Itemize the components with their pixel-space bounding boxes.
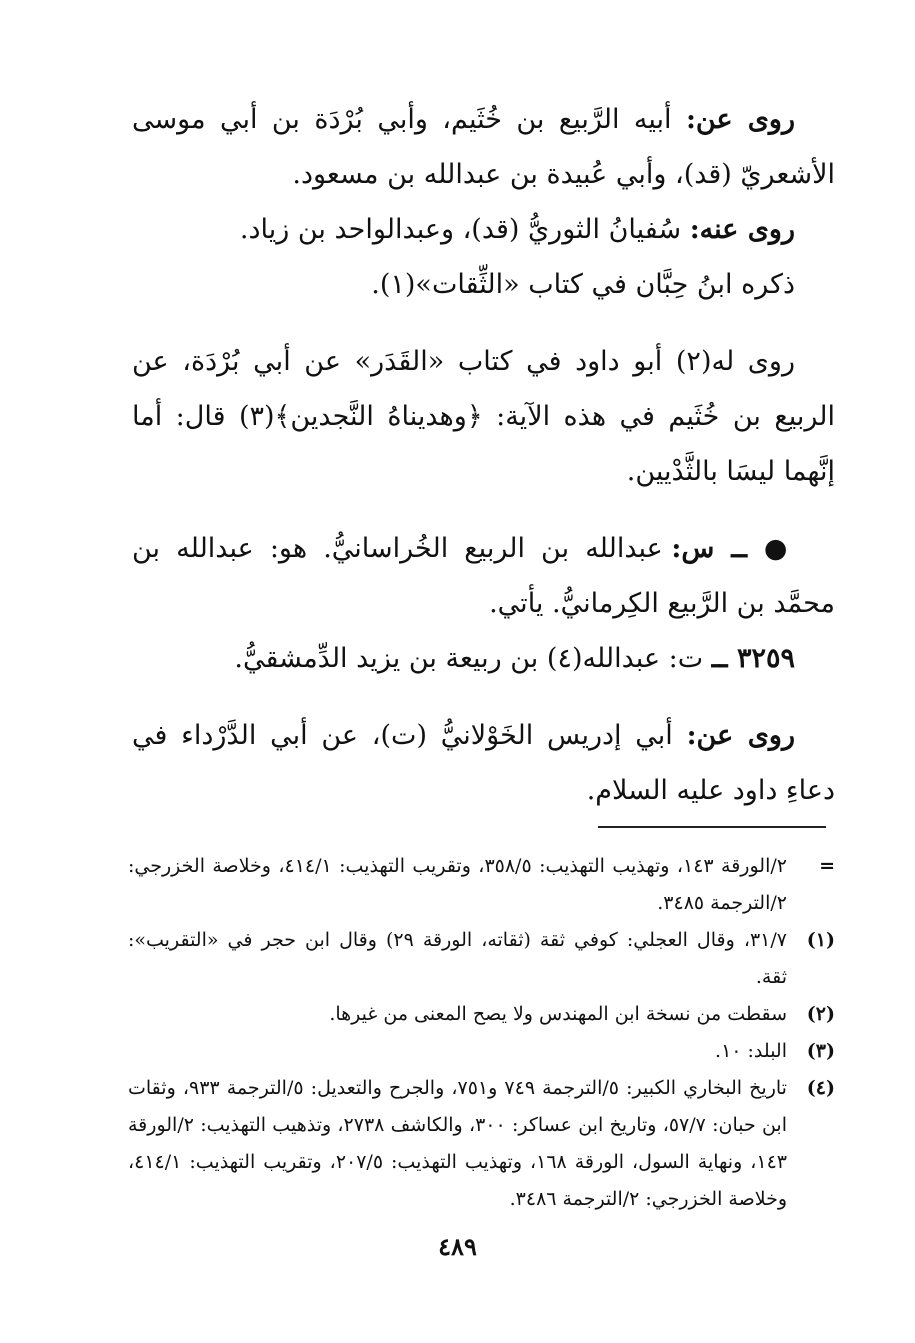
paragraph-text: أبي إدريس الخَوْلانيُّ (ت)، عن أبي الدَّرْداء في دعاءِ داود عليه السلام. xyxy=(132,720,835,806)
footnotes xyxy=(128,848,835,1218)
entry-number: ٣٢٥٩ ــ xyxy=(711,643,795,674)
paragraph-narrated-from-2 xyxy=(132,708,835,818)
paragraph-narration xyxy=(132,334,835,499)
paragraph-text: ت: عبدالله(٤) بن ربيعة بن يزيد الدِّمشقيُّ. xyxy=(234,643,712,674)
paragraph-text: ذكره ابنُ حِبَّان في كتاب «الثِّقات»(١). xyxy=(371,269,795,300)
footnote xyxy=(128,1070,835,1218)
footnote-marker: (٢) xyxy=(806,1003,835,1025)
footnote-marker: (١) xyxy=(806,929,835,951)
paragraph-entry-bullet xyxy=(132,521,835,631)
main-text xyxy=(132,92,835,818)
footnote-marker: (٣) xyxy=(806,1040,835,1062)
footnote-separator xyxy=(598,826,826,828)
lead-label: روى عن: xyxy=(686,720,795,751)
paragraph-text: أبيه الرَّبيع بن خُثَيم، وأبي بُرْدَة بن أبي موسى الأشعريّ (قد)، وأبي عُبيدة بن عبدالله بن مسعود. xyxy=(132,104,835,190)
paragraph-narrated-by xyxy=(132,202,835,257)
footnote-text: ٢/الورقة ١٤٣، وتهذيب التهذيب: ٣٥٨/٥، وتقريب التهذيب: ٤١٤/١، وخلاصة الخزرجي: ٢/الترجمة ٣٤٨٥. xyxy=(128,855,787,914)
lead-label: روى عنه: xyxy=(689,214,795,245)
paragraph-text: سُفيانُ الثوريُّ (قد)، وعبدالواحد بن زياد. xyxy=(239,214,690,245)
footnote xyxy=(128,922,835,996)
footnote-text: سقطت من نسخة ابن المهندس ولا يصح المعنى من غيرها. xyxy=(329,1003,787,1025)
footnote xyxy=(128,1033,835,1070)
paragraph-narrated-from xyxy=(132,92,835,202)
paragraph-entry-heading xyxy=(132,631,835,686)
footnote-text: ٣١/٧، وقال العجلي: كوفي ثقة (ثقاته، الورقة ٢٩) وقال ابن حجر في «التقريب»: ثقة. xyxy=(128,929,787,988)
footnote xyxy=(128,996,835,1033)
page-number: ٤٨٩ xyxy=(438,1232,477,1261)
footnote-marker: = xyxy=(819,855,835,877)
footnote-marker: (٤) xyxy=(806,1077,835,1099)
paragraph-text: عبدالله بن الربيع الخُراسانيُّ. هو: عبدالله بن محمَّد بن الرَّبيع الكِرمانيُّ. يأتي. xyxy=(132,533,835,619)
footnote-text: البلد: ١٠. xyxy=(715,1040,787,1062)
footnote-text: تاريخ البخاري الكبير: ٥/الترجمة ٧٤٩ و٧٥١، والجرح والتعديل: ٥/الترجمة ٩٣٣، وثقات ابن حبان: ٥٧/٧، وتاريخ ابن عساكر: ٣٠٠، والكاشف ٢٧٣٨، وتذهيب التهذيب: ٢/الورقة ١٤٣، ونهاية السول، الورقة ١٦٨، وتهذيب التهذيب: ٢٠٧/٥، وتقريب التهذيب: ٤١٤/١، وخلاصة الخزرجي: ٢/الترجمة ٣٤٨٦. xyxy=(128,1077,787,1210)
paragraph-mentioned xyxy=(132,257,835,312)
entry-bullet: ● ــ س: xyxy=(671,533,795,564)
lead-label: روى عن: xyxy=(685,104,795,135)
paragraph-text: روى له(٢) أبو داود في كتاب «القَدَر» عن أبي بُرْدَة، عن الربيع بن خُثَيم في هذه الآية: ﴿وهديناهُ النَّجدين﴾(٣) قال: أما إنَّهما ليسَا بالثَّدْيين. xyxy=(132,346,835,487)
footnote xyxy=(128,848,835,922)
